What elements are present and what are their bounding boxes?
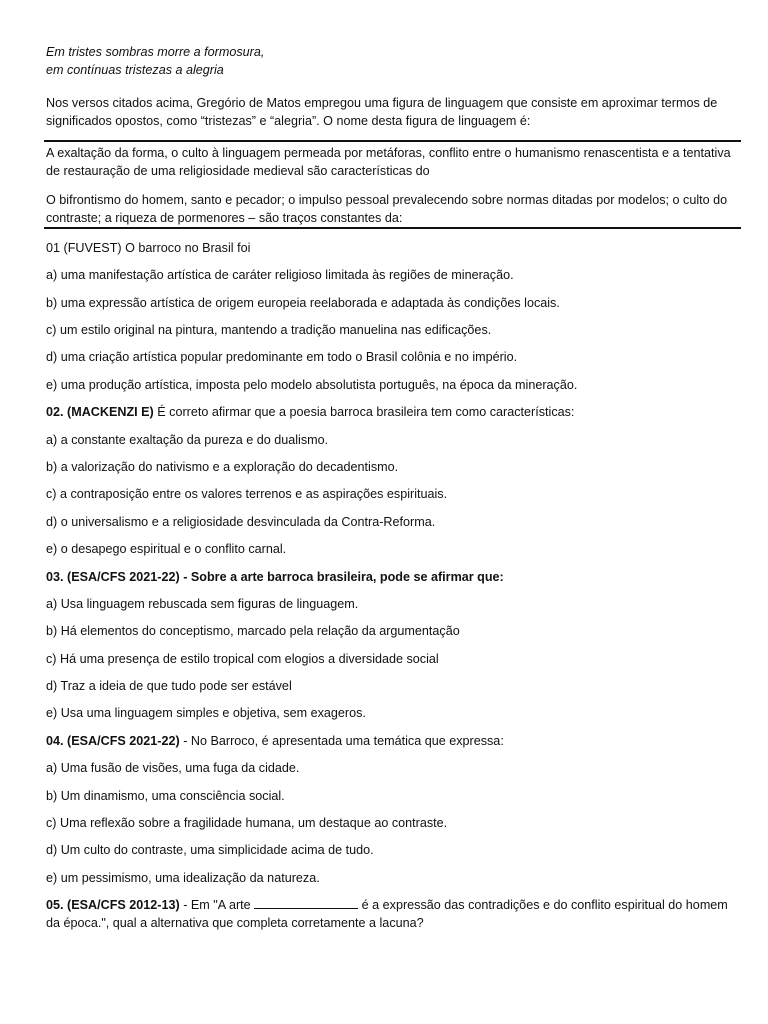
question-stem-end: é a expressão das contradições e do conflito espiritual do homem — [358, 898, 728, 912]
question-stem-start: - Em "A arte — [179, 898, 255, 912]
option-4d: d) Um culto do contraste, uma simplicidade acima de tudo. — [46, 843, 374, 857]
statement-1: A exaltação da forma, o culto à linguagem permeada por metáforas, conflito entre o humanismo renascentista e a tentativa de restauração de uma religiosidade medieval são características do — [46, 146, 731, 178]
option-2e: e) o desapego espiritual e o conflito carnal. — [46, 542, 287, 556]
option-1b: b) uma expressão artística de origem europeia reelaborada e adaptada às condições locais. — [46, 296, 560, 310]
option-1d: d) uma criação artística popular predominante em todo o Brasil colônia e no império. — [46, 350, 518, 364]
question-stem: - No Barroco, é apresentada uma temática que expressa: — [179, 734, 504, 748]
option-2c: c) a contraposição entre os valores terrenos e as aspirações espirituais. — [46, 487, 448, 501]
option-2b: b) a valorização do nativismo e a exploração do decadentismo. — [46, 460, 399, 474]
option-2d: d) o universalismo e a religiosidade desvinculada da Contra-Reforma. — [46, 515, 436, 529]
option-3e: e) Usa uma linguagem simples e objetiva, sem exageros. — [46, 706, 366, 720]
option-3d: d) Traz a ideia de que tudo pode ser estável — [46, 679, 292, 693]
option-3c: c) Há uma presença de estilo tropical com elogios a diversidade social — [46, 652, 439, 666]
question-stem: O barroco no Brasil foi — [121, 241, 251, 255]
statement-2: O bifrontismo do homem, santo e pecador; o impulso pessoal prevalecendo sobre normas ditadas por modelos; o culto do contraste; a riqueza de pormenores – são traços constantes da: — [46, 193, 728, 225]
option-4b: b) Um dinamismo, uma consciência social. — [46, 789, 285, 803]
divider-1 — [44, 140, 741, 142]
question-5-line-2: da época.", qual a alternativa que completa corretamente a lacuna? — [46, 916, 424, 930]
fill-in-blank — [254, 896, 358, 909]
question-2 — [46, 403, 746, 421]
question-3: 03. (ESA/CFS 2021-22) - Sobre a arte barroca brasileira, pode se afirmar que: — [46, 570, 504, 584]
poem-line-2: em contínuas tristezas a alegria — [46, 63, 224, 77]
option-2a: a) a constante exaltação da pureza e do dualismo. — [46, 433, 329, 447]
option-1a: a) uma manifestação artística de caráter religioso limitada às regiões de mineração. — [46, 268, 514, 282]
question-number: 02. (MACKENZI E) — [46, 405, 154, 419]
question-number: 05. (ESA/CFS 2012-13) — [46, 898, 180, 912]
question-5 — [46, 896, 746, 914]
option-4e: e) um pessimismo, uma idealização da natureza. — [46, 871, 320, 885]
question-1 — [46, 239, 746, 257]
question-4 — [46, 732, 746, 750]
question-stem: É correto afirmar que a poesia barroca brasileira tem como características: — [153, 405, 575, 419]
option-4c: c) Uma reflexão sobre a fragilidade humana, um destaque ao contraste. — [46, 816, 448, 830]
question-number: 01 (FUVEST) — [46, 241, 122, 255]
intro-paragraph: Nos versos citados acima, Gregório de Matos empregou uma figura de linguagem que consiste em aproximar termos de significados opostos, como “tristezas” e “alegria”. O nome desta figura de linguagem é: — [46, 96, 718, 128]
divider-2 — [44, 227, 741, 229]
poem-line-1: Em tristes sombras morre a formosura, — [46, 45, 265, 59]
poem-excerpt — [46, 43, 264, 79]
option-1e: e) uma produção artística, imposta pelo modelo absolutista português, na época da mineração. — [46, 378, 578, 392]
option-3a: a) Usa linguagem rebuscada sem figuras de linguagem. — [46, 597, 359, 611]
option-4a: a) Uma fusão de visões, uma fuga da cidade. — [46, 761, 300, 775]
option-1c: c) um estilo original na pintura, mantendo a tradição manuelina nas edificações. — [46, 323, 492, 337]
question-number: 04. (ESA/CFS 2021-22) — [46, 734, 180, 748]
option-3b: b) Há elementos do conceptismo, marcado pela relação da argumentação — [46, 624, 460, 638]
